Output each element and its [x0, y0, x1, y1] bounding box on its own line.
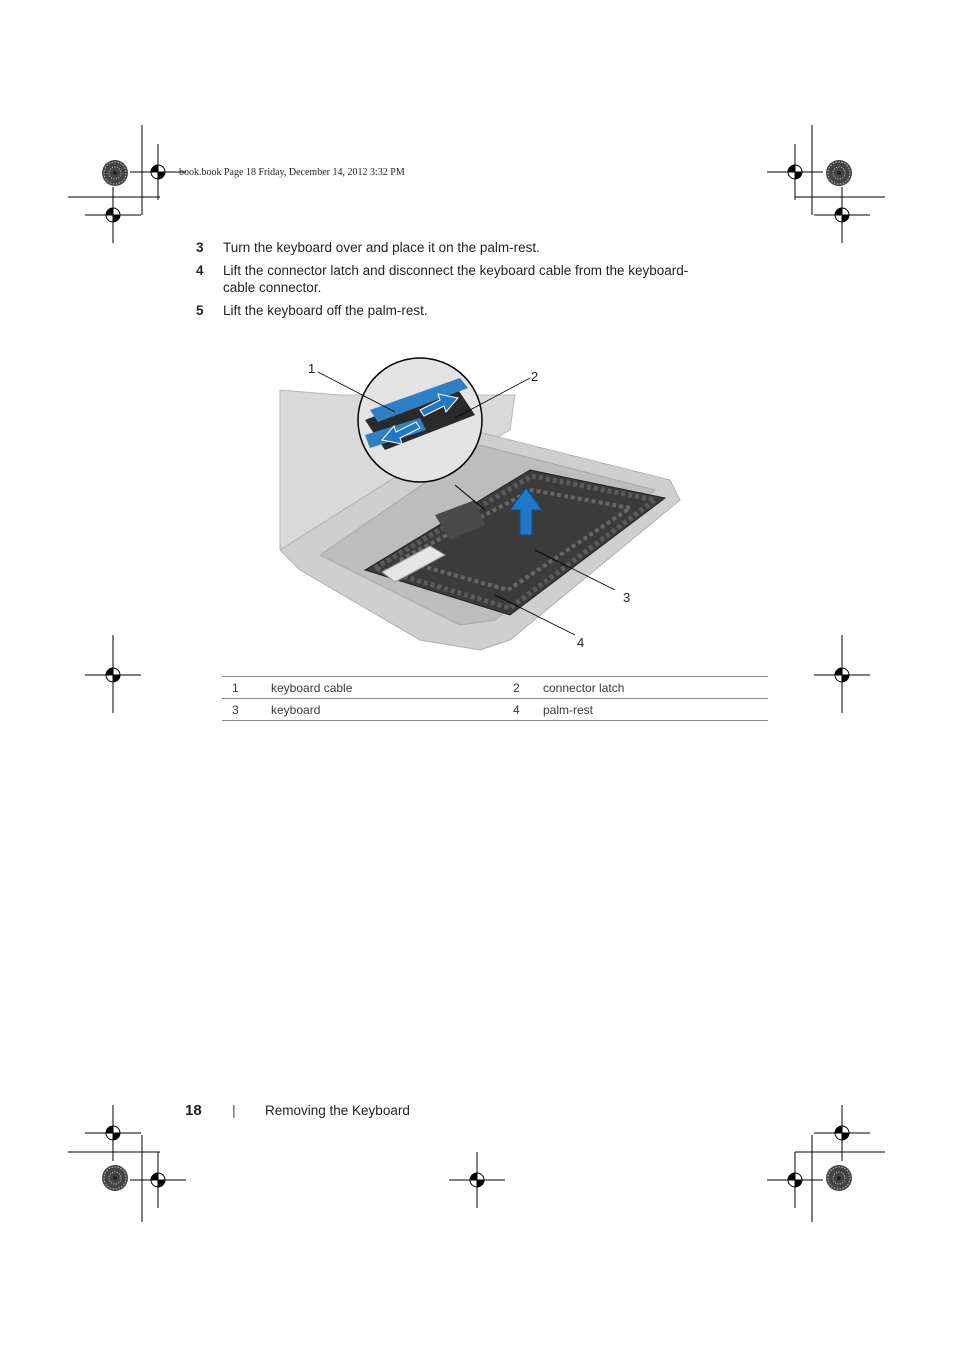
- step-text: Lift the connector latch and disconnect the keyboard cable from the keyboard-cable connector.: [223, 263, 689, 295]
- legend-number: 2: [503, 677, 543, 699]
- table-row: [222, 677, 768, 699]
- print-header: book.book Page 18 Friday, December 14, 2012 3:32 PM: [179, 167, 405, 178]
- page-number: 18: [185, 1102, 202, 1119]
- section-title: Removing the Keyboard: [265, 1103, 410, 1118]
- legend-label: palm-rest: [543, 699, 768, 721]
- step-number: 3: [196, 240, 204, 255]
- legend-label: connector latch: [543, 677, 768, 699]
- legend-number: 3: [222, 699, 271, 721]
- callout-2: 2: [531, 369, 539, 384]
- callout-3: 3: [623, 590, 631, 605]
- legend-label: keyboard cable: [271, 677, 503, 699]
- table-row: [222, 699, 768, 721]
- step-number: 4: [196, 263, 204, 278]
- step-number: 5: [196, 303, 204, 318]
- legend-label: keyboard: [271, 699, 503, 721]
- footer-separator: |: [232, 1102, 236, 1118]
- legend-number: 4: [503, 699, 543, 721]
- legend-number: 1: [222, 677, 271, 699]
- keyboard-removal-illustration: [270, 350, 690, 660]
- step-text: Turn the keyboard over and place it on the palm-rest.: [223, 240, 540, 255]
- figure-legend-table: [222, 676, 768, 721]
- step-text: Lift the keyboard off the palm-rest.: [223, 303, 428, 318]
- callout-1: 1: [308, 361, 316, 376]
- callout-4: 4: [577, 635, 585, 650]
